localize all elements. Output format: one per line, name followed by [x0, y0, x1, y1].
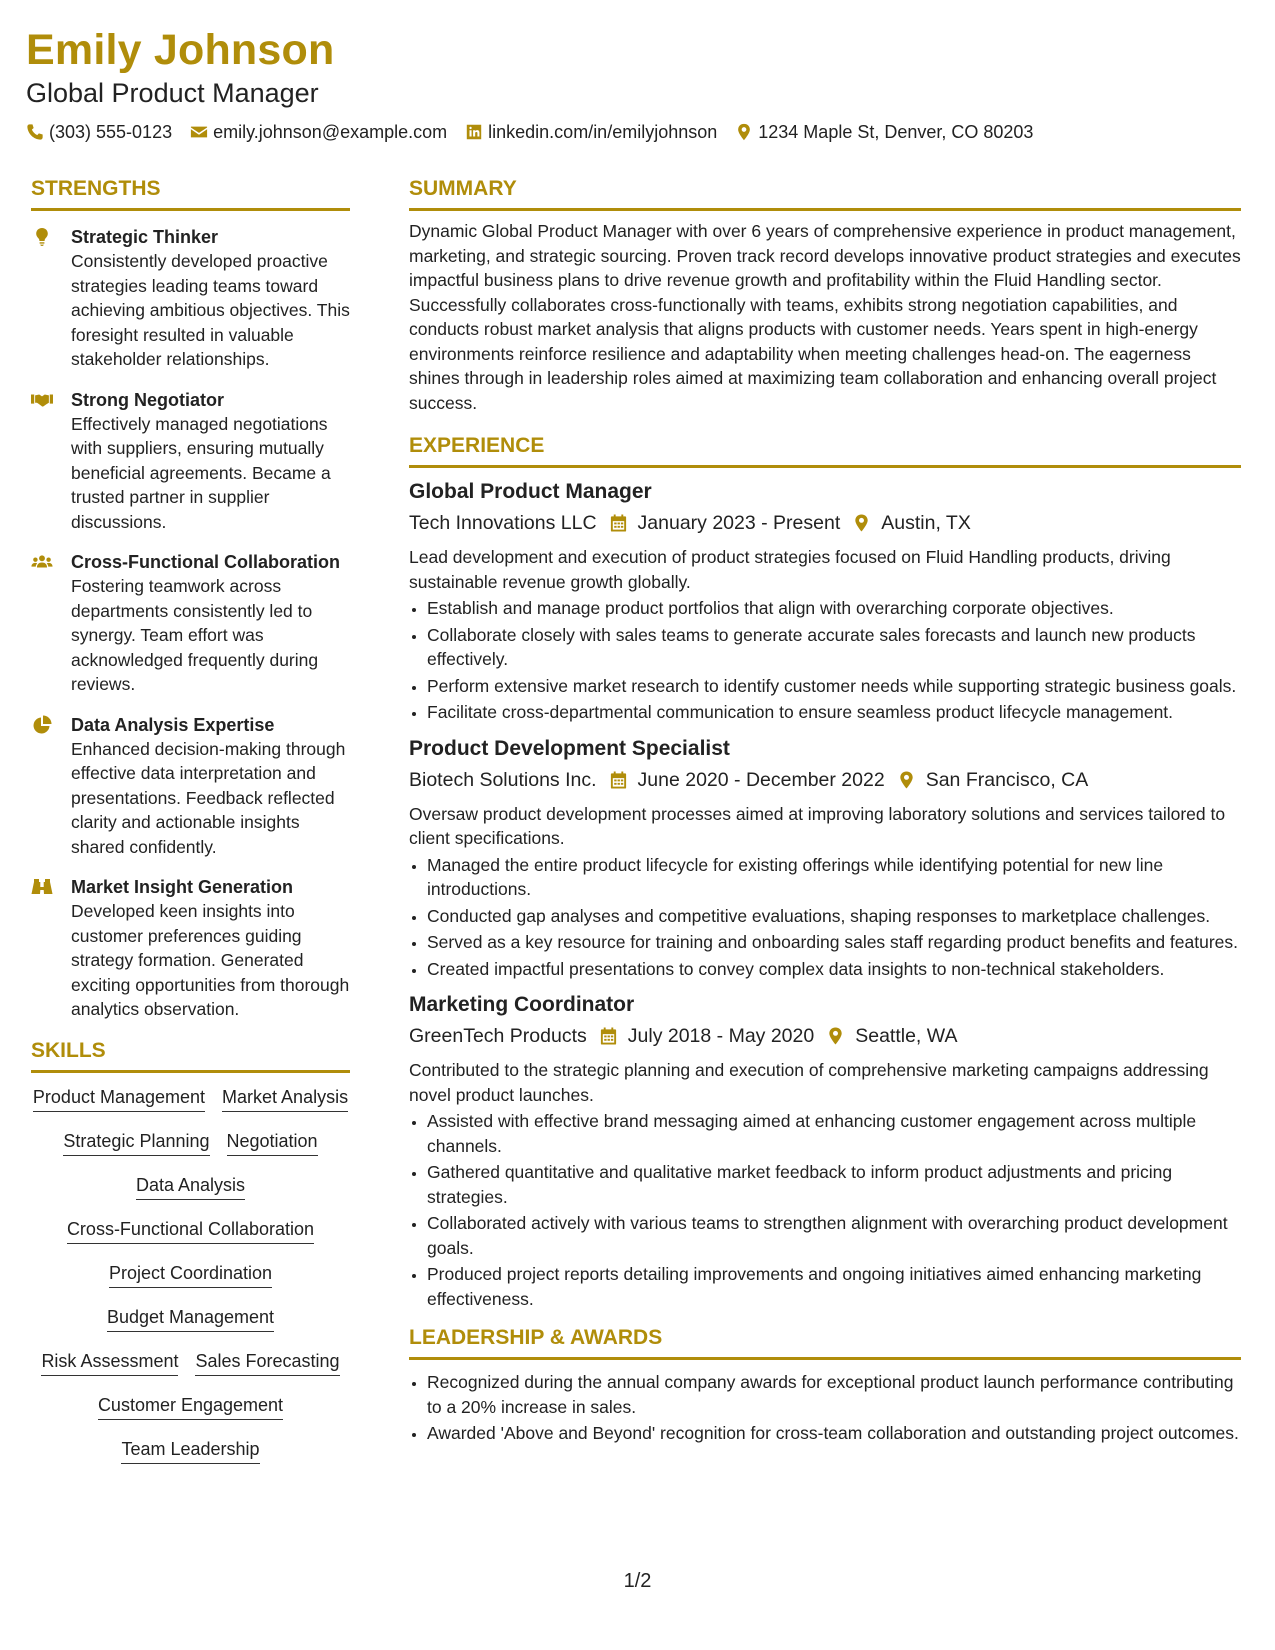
email-text: emily.johnson@example.com — [213, 122, 448, 142]
skill-tag: Project Coordination — [109, 1261, 272, 1288]
bullet-item: • Collaborated actively with various teams to strengthen alignment with overarching product development goals. — [427, 1211, 1241, 1260]
skill-tag: Customer Engagement — [98, 1393, 283, 1420]
job-bullets — [409, 853, 1241, 982]
envelope-icon — [190, 123, 208, 141]
job-meta — [409, 766, 1241, 794]
candidate-title: Global Product Manager — [26, 78, 319, 108]
job-location: Seattle, WA — [855, 1025, 958, 1047]
skills-list — [31, 1085, 350, 1464]
resume-header — [26, 26, 1246, 144]
phone-icon — [26, 123, 44, 141]
location-pin-icon — [852, 513, 871, 533]
leadership-bullets — [409, 1370, 1241, 1446]
bullet-item: • Gathered quantitative and qualitative market feedback to inform product adjustments and pricing strategies. — [427, 1160, 1241, 1209]
bullet-item: • Collaborate closely with sales teams to generate accurate sales forecasts and launch new products effectively. — [427, 623, 1241, 672]
calendar-icon — [609, 513, 628, 533]
address-text: 1234 Maple St, Denver, CO 80203 — [758, 122, 1034, 142]
strength-desc: Consistently developed proactive strategies leading teams toward achieving ambitious objectives. This foresight resulted in valuable stakeholder relationships. — [71, 251, 350, 369]
bullet-item: • Assisted with effective brand messaging aimed at enhancing customer engagement across multiple channels. — [427, 1109, 1241, 1158]
job-description: Contributed to the strategic planning and execution of comprehensive marketing campaigns addressing novel product launches. — [409, 1060, 1209, 1105]
strength-desc: Fostering teamwork across departments consistently led to synergy. Team effort was acknowledged frequently during reviews. — [71, 576, 319, 694]
experience-heading: EXPERIENCE — [409, 433, 1241, 468]
skill-tag: Team Leadership — [121, 1437, 259, 1464]
calendar-icon — [599, 1026, 618, 1046]
users-icon — [31, 552, 53, 572]
strengths-list — [31, 225, 350, 1022]
job-company: GreenTech Products — [409, 1025, 587, 1047]
job-dates: January 2023 - Present — [637, 512, 841, 534]
skill-tag: Negotiation — [227, 1129, 318, 1156]
bullet-item: • Managed the entire product lifecycle for existing offerings while identifying potential for new line introductions. — [427, 853, 1241, 902]
location-pin-icon — [826, 1026, 845, 1046]
skill-tag: Budget Management — [107, 1305, 274, 1332]
job-dates: June 2020 - December 2022 — [637, 768, 885, 791]
skill-tag: Strategic Planning — [63, 1129, 209, 1156]
job-title: Global Product Manager — [409, 480, 652, 503]
left-column — [31, 176, 350, 1464]
right-column — [409, 176, 1241, 1448]
contact-bar — [26, 120, 1246, 144]
location-pin-icon — [897, 770, 916, 790]
job-meta — [409, 1022, 1241, 1050]
job-meta — [409, 509, 1241, 537]
bullet-item: • Facilitate cross-departmental communication to ensure seamless product lifecycle management. — [427, 700, 1241, 725]
location-pin-icon — [735, 123, 753, 141]
contact-address — [735, 120, 1033, 144]
linkedin-icon — [465, 123, 483, 141]
strength-item — [31, 225, 350, 372]
strength-item — [31, 713, 350, 860]
pie-chart-icon — [31, 715, 53, 735]
bullet-item: • Awarded 'Above and Beyond' recognition for cross-team collaboration and outstanding project outcomes. — [427, 1421, 1241, 1446]
strength-item — [31, 875, 350, 1022]
job-entry — [409, 991, 1241, 1311]
candidate-name: Emily Johnson — [26, 26, 335, 74]
handshake-icon — [31, 390, 53, 410]
skill-tag: Sales Forecasting — [195, 1349, 339, 1376]
skill-tag: Cross-Functional Collaboration — [67, 1217, 314, 1244]
job-bullets — [409, 1109, 1241, 1311]
job-title: Marketing Coordinator — [409, 993, 635, 1016]
job-company: Tech Innovations LLC — [409, 512, 597, 534]
bullet-item: • Conducted gap analyses and competitive evaluations, shaping responses to marketplace challenges. — [427, 904, 1241, 929]
page-number: 1/2 — [623, 1570, 652, 1592]
skill-tag: Product Management — [33, 1085, 205, 1112]
linkedin-text: linkedin.com/in/emilyjohnson — [488, 122, 718, 142]
skill-tag: Market Analysis — [222, 1085, 348, 1112]
leadership-heading: LEADERSHIP & AWARDS — [409, 1325, 1241, 1360]
strength-title: Data Analysis Expertise — [71, 714, 275, 735]
calendar-icon — [609, 770, 628, 790]
job-title: Product Development Specialist — [409, 736, 730, 760]
job-description: Oversaw product development processes aimed at improving laboratory solutions and services tailored to client specifications. — [409, 803, 1226, 848]
binoculars-icon — [31, 877, 53, 897]
skills-heading: SKILLS — [31, 1038, 350, 1073]
contact-linkedin[interactable] — [465, 120, 717, 144]
job-dates: July 2018 - May 2020 — [627, 1025, 815, 1047]
skill-tag: Risk Assessment — [41, 1349, 178, 1376]
job-location: Austin, TX — [881, 512, 971, 534]
summary-text: Dynamic Global Product Manager with over 6 years of comprehensive experience in product management, marketing, and strategic sourcing. Proven track record develops innovative product strategies and executes impactful business plans to drive revenue growth and profitability within the Fluid Handling sector. Successfully collaborates cross-functionally with teams, exhibits strong negotiation capabilities, and conducts robust market analysis that aligns products with customer needs. Years spent in high-energy environments reinforce resilience and adaptability when meeting challenges head-on. The eagerness shines through in leadership roles aimed at maximizing team collaboration and enhancing overall project success. — [409, 221, 1241, 413]
contact-phone — [26, 120, 172, 144]
skill-tag: Data Analysis — [136, 1173, 245, 1200]
strength-desc: Enhanced decision-making through effective data interpretation and presentations. Feedback reflected clarity and actionable insights shared confidently. — [71, 738, 346, 857]
job-entry — [409, 735, 1241, 982]
lightbulb-icon — [31, 227, 53, 247]
job-company: Biotech Solutions Inc. — [409, 768, 597, 791]
skills-section — [31, 1038, 350, 1464]
strength-title: Strong Negotiator — [71, 389, 224, 410]
strengths-heading: STRENGTHS — [31, 176, 350, 211]
contact-email[interactable] — [190, 120, 447, 144]
strength-item — [31, 550, 350, 697]
bullet-item: • Created impactful presentations to convey complex data insights to non-technical stakeholders. — [427, 957, 1241, 982]
strength-desc: Effectively managed negotiations with suppliers, ensuring mutually beneficial agreements. Became a trusted partner in supplier discussions. — [71, 413, 331, 532]
strength-title: Cross-Functional Collaboration — [71, 552, 341, 572]
job-location: San Francisco, CA — [925, 768, 1089, 791]
strength-title: Market Insight Generation — [71, 877, 294, 897]
bullet-item: • Establish and manage product portfolios that align with overarching corporate objectives. — [427, 596, 1241, 621]
job-bullets — [409, 596, 1241, 725]
strength-desc: Developed keen insights into customer preferences guiding strategy formation. Generated exciting opportunities from thorough analytics observation. — [71, 901, 350, 1019]
bullet-item: • Perform extensive market research to identify customer needs while supporting strategic business goals. — [427, 674, 1241, 699]
summary-heading: SUMMARY — [409, 176, 1241, 211]
strength-title: Strategic Thinker — [71, 227, 219, 247]
phone-text: (303) 555-0123 — [49, 122, 173, 142]
strength-item — [31, 388, 350, 535]
bullet-item: • Produced project reports detailing improvements and ongoing initiatives aimed enhancing marketing effectiveness. — [427, 1262, 1241, 1311]
job-description: Lead development and execution of product strategies focused on Fluid Handling products, driving sustainable revenue growth globally. — [409, 547, 1171, 592]
job-entry — [409, 478, 1241, 725]
bullet-item: • Recognized during the annual company awards for exceptional product launch performance contributing to a 20% increase in sales. — [427, 1370, 1241, 1419]
bullet-item: • Served as a key resource for training and onboarding sales staff regarding product benefits and features. — [427, 930, 1241, 955]
